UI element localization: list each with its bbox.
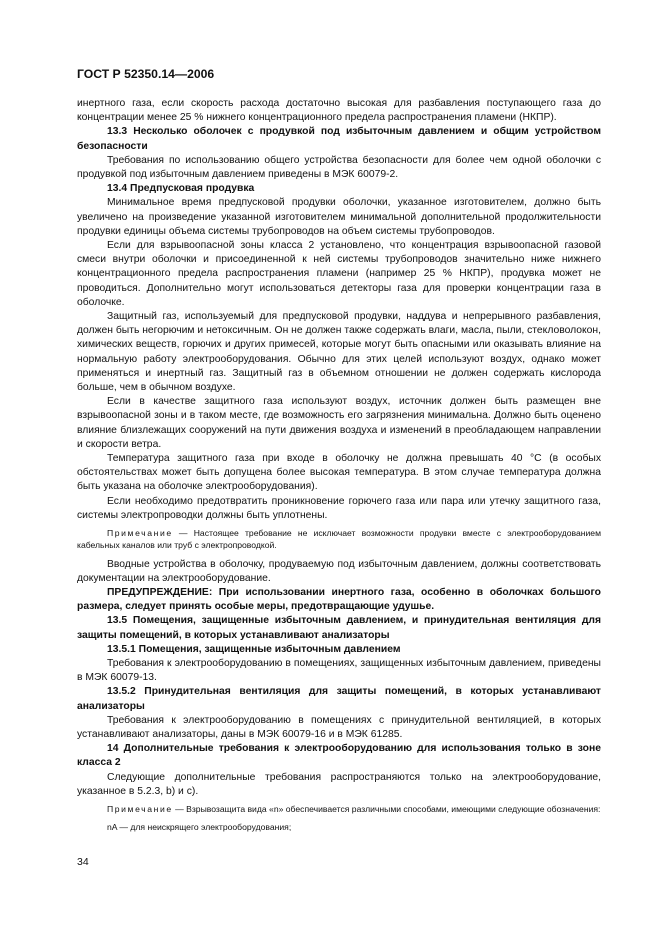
section-heading: 14 Дополнительные требования к электрооборудованию для использования только в зоне класса 2 (77, 743, 601, 769)
paragraph: Защитный газ, используемый для предпусковой продувки, наддува и непрерывного разбавления, должен быть негорючим и нетоксичным. Он не должен также содержать влаги, масла, пыли, стекловолокон, химических веществ, горючих и других примесей, которые могут быть опасными или оказывать влияние на нормальную работу электрооборудования. Обычно для этих целей используют воздух, однако может применяться и инертный газ. Защитный газ в объемном отношении не должен содержать кислорода больше, чем в обычном воздухе. (77, 311, 602, 394)
section-heading: 13.5.2 Принудительная вентиляция для защиты помещений, в которых устанавливают анализаторы (77, 686, 601, 712)
note-label: Примечание (107, 528, 173, 539)
paragraph: инертного газа, если скорость расхода достаточно высокая для разбавления поступающего газа до концентрации менее 25 % нижнего концентрационного предела распространения пламени (НКПР). (77, 98, 601, 124)
note (77, 527, 601, 551)
section-heading: 13.3 Несколько оболочек с продувкой под избыточным давлением и общим устройством безопасности (77, 126, 601, 152)
document-body (77, 97, 601, 839)
paragraph: Если для взрывоопасной зоны класса 2 установлено, что концентрация взрывоопасной газовой смеси внутри оболочки и присоединенной к ней системы трубопроводов значительно ниже нижнего концентрационного предела распространения пламени (например 25 % НКПР), продувка может не проводиться. Дополнительно могут использоваться детекторы газа для проверки концентрации газа в оболочке. (77, 240, 601, 308)
note-text: — Взрывозащита вида «n» обеспечивается различными способами, имеющими следующие обозначения: (172, 803, 601, 814)
paragraph: Следующие дополнительные требования распространяются только на электрооборудование, указанное в 5.2.3, b) и с). (77, 771, 601, 797)
section-heading: 13.5 Помещения, защищенные избыточным давлением, и принудительная вентиляция для защиты помещений, в которых устанавливают анализаторы (77, 615, 601, 641)
paragraph: Требования к электрооборудованию в помещениях с принудительной вентиляцией, в которых устанавливают анализаторы, даны в МЭК 60079-16 и в МЭК 61285. (77, 714, 601, 740)
note-text: — Настоящее требование не исключает возможности продувки вместе с электрооборудованием кабельных каналов или труб с электропроводкой. (77, 528, 601, 551)
section-heading: 13.4 Предпусковая продувка (107, 183, 255, 195)
paragraph: Требования по использованию общего устройства безопасности для более чем одной оболочки с продувкой под избыточным давлением приведены в МЭК 60079-2. (77, 154, 601, 181)
paragraph: Вводные устройства в оболочку, продуваемую под избыточным давлением, должны соответствовать документации на электрооборудование. (77, 558, 601, 584)
page-number: 34 (77, 856, 89, 868)
paragraph: Требования к электрооборудованию в помещениях, защищенных избыточным давлением, приведены в МЭК 60079-13. (77, 657, 601, 684)
section-heading: 13.5.1 Помещения, защищенные избыточным давлением (107, 643, 401, 655)
note (77, 803, 601, 815)
document-header: ГОСТ Р 52350.14—2006 (77, 67, 215, 81)
note-label: Примечание (107, 803, 173, 814)
paragraph: Минимальное время предпусковой продувки оболочки, указанное изготовителем, должно быть увеличено на произведение указанной изготовителем минимальной дополнительной продолжительности продувки единицы объема системы трубопроводов на объем системы трубопроводов. (77, 197, 601, 237)
paragraph: Если необходимо предотвратить проникновение горючего газа или пара или утечку защитного газа, системы электропроводки должны быть уплотнены. (77, 495, 601, 521)
note-item: nA — для неискрящего электрооборудования; (107, 822, 292, 833)
paragraph: Температура защитного газа при входе в оболочку не должна превышать 40 °С (в особых обстоятельствах может быть допущена более высокая температура. В этом случае температура должна быть указана на оболочке электрооборудования). (77, 453, 601, 493)
paragraph: Если в качестве защитного газа используют воздух, источник должен быть размещен вне взрывоопасной зоны и в таком месте, где возможность его загрязнения минимальна. Должно быть оценено влияние близлежащих сооружений на пути движения воздуха и изменений в преобладающем направлении и скорости ветра. (77, 396, 601, 450)
section-heading: ПРЕДУПРЕЖДЕНИЕ: При использовании инертного газа, особенно в оболочках большого размера, следует принять особые меры, предотвращающие удушье. (77, 586, 601, 613)
